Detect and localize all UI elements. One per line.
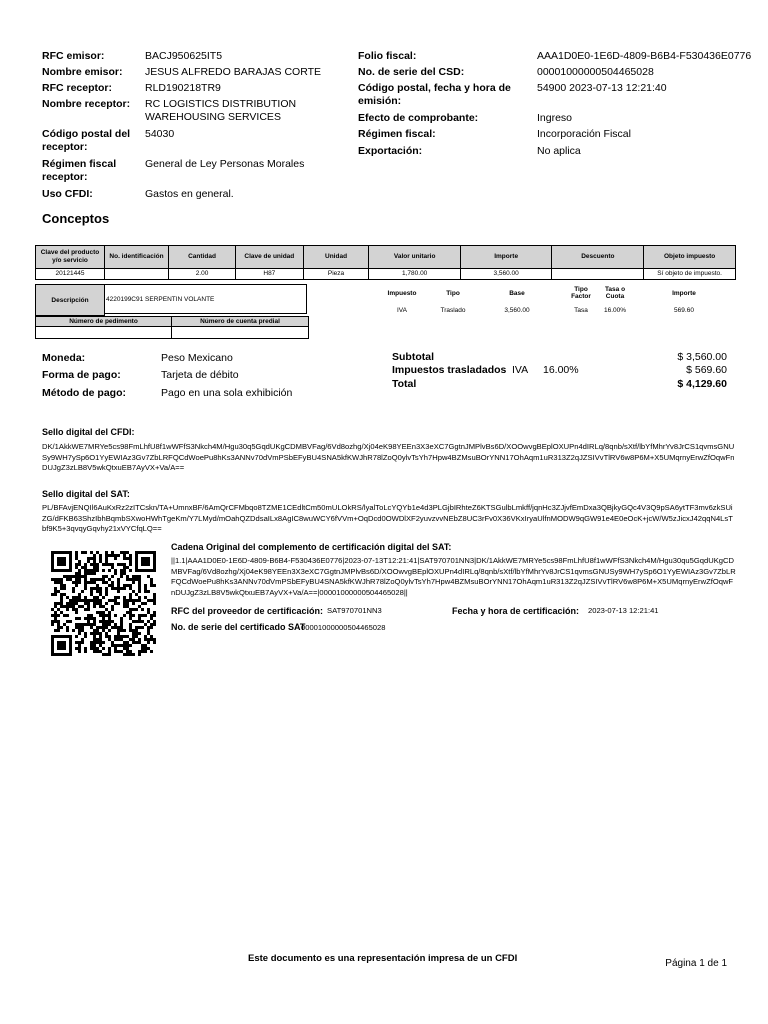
header-left-label: Nombre receptor: (42, 98, 131, 110)
header-right-value: 00001000000504465028 (537, 66, 654, 78)
tax-table (368, 283, 736, 317)
col-cantidad: Cantidad (169, 246, 236, 269)
impuestos-type: IVA (512, 364, 529, 376)
header-right-label: Efecto de comprobante: (358, 112, 479, 124)
rfc-proveedor-value: SAT970701NN3 (327, 606, 382, 615)
pedimento-label: Número de pedimento (36, 317, 172, 326)
header-left-value: RLD190218TR9 (145, 82, 221, 94)
cadena-label: Cadena Original del complemento de certificación digital del SAT: (171, 542, 452, 552)
cell-clave-unidad: H87 (236, 269, 304, 280)
tax-col-importe: Importe (672, 289, 696, 297)
header-right-label: Exportación: (358, 145, 423, 157)
pedimento-box (35, 316, 309, 339)
sello-sat-value: PL/BFAvjENQIl6AuKxRz2zITCskn/TA+UmnxBF/6AmQrCFMbqo8TZME1CEdltCm50mULOkRS/lyalToLcYQYb1e4d3PLGjbIRhteZ6KTSGulbLmkff/jqnHc3ZJjvfEmDxa3QBjkyGQc4V3Q9pSA6ytTF3mv6zkSUiZG/dFKB63ShzIbhBqmbSXwoHWhTgeKm/Y7LMyd/mOahQZDdsaILx8AgIC8wuWCY6fVVm+OqDcd0OWDlXF2yuvzvvNEbZ8UC3rFv0X36VKxIryaUlfnMODW9qGW91e4E0eOcK+jcW/W5zJicxJ42qqN4LsTbf9K5+3qvqyGqvhy21xVYCfqLQ== (42, 503, 733, 533)
total-label: Total (392, 378, 417, 390)
impuestos-rate: 16.00% (543, 364, 579, 376)
tax-tipo-factor: Tasa (574, 306, 588, 314)
col-importe: Importe (460, 246, 551, 269)
tax-base: 3,560.00 (504, 306, 530, 314)
total-value: $ 4,129.60 (677, 378, 727, 390)
header-left-label: Nombre emisor: (42, 66, 123, 78)
tax-col-tasa: Tasa o Cuota (604, 286, 626, 300)
col-no-identificacion: No. identificación (104, 246, 168, 269)
desc-value: 4220199C91 SERPENTIN VOLANTE (104, 284, 307, 314)
forma-value: Tarjeta de débito (161, 369, 239, 381)
rfc-proveedor-label: RFC del proveedor de certificación: (171, 606, 324, 616)
predial-label: Número de cuenta predial (200, 318, 280, 325)
header-left-value: 54030 (145, 128, 175, 140)
header-left-value: RC LOGISTICS DISTRIBUTION WAREHOUSING SERVICES (145, 98, 297, 123)
header-left-label: Uso CFDI: (42, 188, 93, 200)
serie-cert-value: 00001000000504465028 (301, 623, 386, 632)
sello-cfdi-value: DK/1AkkWE7MRYe5cs98FmLhfU8f1wWFfS3Nkch4M/Hgu30q5GqdUKgCDMBVFag/6Vd8ozhg/Xj04eK98YEEn3X3eXC7GgtnJMPlvBs6D/XOOwvgBEplOXUPn4dIRLq/8qnb/sXtf/lbYfMhrYv8JrCS1qvmsGNUSy9WH7ySp6O1YyEWIAz3Gv7ZbLRFQCdWoePu8hKs3ANNv70dVmPSbEFyBU4SNA5kfKWJhR78lZoQ0ylvTsYh7Hpw4BZMsuBOrYNN17OhAqm1uR313Z2qJZSIVvTlRV6w8P6M+X5UMqrnyErwZfOqwFnDUJgZ3zLB8V5wkQtxuEB7AyVX+Va/A== (42, 442, 735, 472)
cell-clave: 20121445 (36, 269, 105, 280)
header-right-value: 54900 2023-07-13 12:21:40 (537, 82, 667, 94)
header-right-label: No. de serie del CSD: (358, 66, 465, 78)
col-clave-unidad: Clave de unidad (236, 246, 304, 269)
header-left-value: Gastos en general. (145, 188, 234, 200)
subtotal-label: Subtotal (392, 351, 434, 363)
header-right-value: No aplica (537, 145, 581, 157)
tax-tipo: Traslado (440, 306, 466, 314)
tax-col-impuesto: Impuesto (387, 289, 417, 297)
metodo-label: Método de pago: (42, 387, 126, 399)
subtotal-value: $ 3,560.00 (677, 351, 727, 363)
conceptos-title: Conceptos (42, 211, 110, 226)
fecha-cert-value: 2023-07-13 12:21:41 (588, 606, 659, 615)
moneda-value: Peso Mexicano (161, 352, 233, 364)
table-row (368, 303, 736, 317)
cell-valor-unitario: 1,780.00 (369, 269, 460, 280)
header-right-label: Folio fiscal: (358, 50, 417, 62)
header-right-label: Régimen fiscal: (358, 128, 436, 140)
header-left-value: JESUS ALFREDO BARAJAS CORTE (145, 66, 322, 78)
tax-importe: 569.60 (674, 306, 694, 314)
page-number: Página 1 de 1 (665, 958, 727, 969)
moneda-label: Moneda: (42, 352, 86, 364)
col-valor-unitario: Valor unitario (369, 246, 460, 269)
forma-label: Forma de pago: (42, 369, 121, 381)
cell-descuento (552, 269, 644, 280)
cell-unidad: Pieza (303, 269, 369, 280)
header-right-label: Código postal, fecha y hora de emisión: (358, 82, 511, 107)
cell-cantidad: 2.00 (169, 269, 236, 280)
header-left-value: BACJ950625IT5 (145, 50, 223, 62)
impuestos-label: Impuestos trasladados (392, 364, 507, 376)
tax-impuesto: IVA (397, 306, 407, 314)
header-left-label: Código postal del receptor: (42, 128, 131, 153)
sello-cfdi-label: Sello digital del CFDI: (42, 427, 135, 437)
tax-col-base: Base (509, 289, 525, 297)
col-descuento: Descuento (552, 246, 644, 269)
table-row (36, 269, 736, 280)
col-unidad: Unidad (303, 246, 369, 269)
desc-label: Descripción (35, 284, 105, 316)
cell-no-id (104, 269, 168, 280)
impuestos-value: $ 569.60 (686, 364, 727, 376)
cadena-value: ||1.1|AAA1D0E0-1E6D-4809-B6B4-F530436E0776|2023-07-13T12:21:41|SAT970701NN3|DK/1AkkWE7MRYe5cs98FmLhfU8f1wWFfS3Nkch4M/Hgu30qu5GqdUKgCDMBVFag/6Vd8ozhg/Xj04eK98YEEn3X3eXC7GgtnJMPlvBs6D/XOOwvgBEplOXUPn4dIRLq/8qnb/sXtf/lbYfMhrYv8JrCS1qvmsGNUSy9WH7ySp6O1YyEWIAz3Gv7ZbLRFQCdWoePu8hKs3ANNv70dVmPSbEFyBU4SNA5kfKWJhR78lZoQ0ylvTsYh7Hpw4BZMsuBOrYNN17OhAqm1uR313Z2qJZSIVvTlRV6w8P6M+X5UMqrnyErwZfOqwFnDUJgZ3zLB8V5wkQtxuEB7AyVX+Va/A==|00001000000504465028|| (171, 556, 736, 597)
tax-tasa: 16.00% (603, 306, 627, 314)
fecha-cert-label: Fecha y hora de certificación: (452, 606, 580, 616)
qr-code-icon (51, 551, 156, 656)
metodo-value: Pago en una sola exhibición (161, 387, 293, 399)
header-right-value: Ingreso (537, 112, 573, 124)
concepts-table (35, 245, 736, 280)
header-right-value: Incorporación Fiscal (537, 128, 631, 140)
footer-note: Este documento es una representación impresa de un CFDI (248, 953, 518, 964)
sello-sat-label: Sello digital del SAT: (42, 489, 130, 499)
header-left-label: RFC receptor: (42, 82, 113, 94)
header-left-label: RFC emisor: (42, 50, 105, 62)
header-left-value: General de Ley Personas Morales (145, 158, 305, 170)
col-clave-producto: Clave del producto y/o servicio (36, 246, 105, 269)
header-right-value: AAA1D0E0-1E6D-4809-B6B4-F530436E0776 (537, 50, 752, 62)
tax-col-tipo-factor: Tipo Factor (571, 286, 591, 300)
header-left-label: Régimen fiscal receptor: (42, 158, 117, 183)
serie-cert-label: No. de serie del certificado SAT (171, 622, 306, 632)
cell-importe: 3,560.00 (460, 269, 551, 280)
cell-objeto: Sí objeto de impuesto. (644, 269, 736, 280)
tax-col-tipo: Tipo (446, 289, 460, 297)
col-objeto-impuesto: Objeto impuesto (644, 246, 736, 269)
